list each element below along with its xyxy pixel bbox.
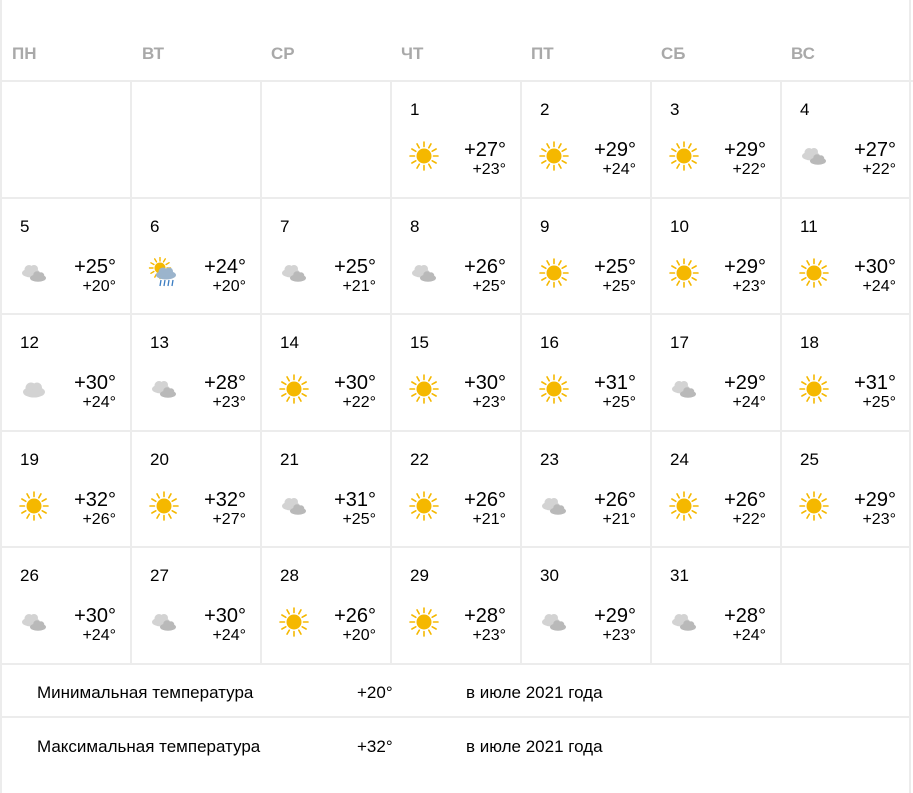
sun-icon	[18, 490, 50, 522]
day-cell	[132, 199, 262, 314]
temp-min: +23°	[472, 627, 506, 645]
week-row	[2, 432, 910, 549]
empty-day-cell	[262, 82, 392, 197]
temp-min: +24°	[862, 277, 896, 295]
summary-max-label: Максимальная температура	[37, 737, 261, 756]
temp-min: +25°	[342, 510, 376, 528]
temp-min: +23°	[862, 510, 896, 528]
empty-day-cell	[132, 82, 262, 197]
temp-max: +30°	[74, 605, 116, 628]
temp-max: +29°	[724, 372, 766, 395]
weekday-sat: СБ	[661, 44, 686, 63]
temp-min: +23°	[602, 627, 636, 645]
summary-max-value: +32°	[357, 737, 393, 756]
temp-max: +27°	[464, 139, 506, 161]
weekday-sun: ВС	[791, 44, 815, 63]
temp-max: +25°	[334, 255, 376, 278]
day-number: 31	[670, 566, 689, 586]
summary-min-period: в июле 2021 года	[466, 683, 603, 702]
temp-min: +21°	[472, 510, 506, 528]
temp-max: +26°	[594, 488, 636, 511]
week-row	[2, 548, 910, 665]
day-cell	[652, 82, 782, 197]
temp-min: +23°	[472, 394, 506, 412]
temp-min: +24°	[212, 627, 246, 645]
cloudy-icon	[668, 606, 700, 638]
day-number: 3	[670, 100, 680, 119]
temp-min: +23°	[212, 394, 246, 412]
day-cell	[392, 548, 522, 663]
temp-max: +29°	[854, 488, 896, 511]
day-number: 12	[20, 333, 39, 353]
day-cell	[522, 199, 652, 314]
sun-icon	[538, 140, 570, 172]
day-number: 6	[150, 216, 160, 236]
temp-max: +28°	[464, 605, 506, 628]
weekday-tue: ВТ	[142, 44, 165, 63]
empty-day-cell	[2, 82, 132, 197]
day-cell	[132, 432, 262, 547]
sun-icon	[798, 373, 830, 405]
day-number: 22	[410, 449, 429, 469]
temp-min: +22°	[732, 510, 766, 528]
temp-max: +30°	[854, 255, 896, 278]
cloudy-icon	[538, 490, 570, 522]
day-cell	[262, 199, 392, 314]
day-number: 18	[800, 333, 819, 353]
day-number: 15	[410, 333, 429, 353]
day-number: 26	[20, 566, 39, 586]
day-cell	[132, 548, 262, 663]
temp-max: +31°	[594, 372, 636, 395]
cloudy-icon	[148, 373, 180, 405]
week-row	[2, 199, 910, 316]
temp-max: +30°	[74, 372, 116, 395]
sun-icon	[538, 257, 570, 289]
sun-icon	[538, 373, 570, 405]
sun-icon	[668, 140, 700, 172]
day-cell	[262, 548, 392, 663]
day-number: 24	[670, 449, 689, 469]
day-number: 28	[280, 566, 299, 586]
temp-min: +24°	[732, 394, 766, 412]
temp-max: +31°	[334, 488, 376, 511]
day-number: 27	[150, 566, 169, 586]
temp-max: +26°	[464, 488, 506, 511]
cloudy-icon	[18, 606, 50, 638]
temp-min: +23°	[732, 277, 766, 295]
sun-icon	[278, 373, 310, 405]
day-cell	[132, 315, 262, 430]
day-number: 5	[20, 216, 30, 236]
temp-min: +24°	[82, 627, 116, 645]
day-cell	[2, 548, 132, 663]
sun-icon	[408, 373, 440, 405]
summary-min-row	[2, 664, 910, 718]
day-number: 2	[540, 100, 550, 119]
day-number: 8	[410, 216, 420, 236]
cloudy-icon	[668, 373, 700, 405]
temp-min: +25°	[602, 394, 636, 412]
day-cell	[2, 315, 132, 430]
day-number: 11	[800, 216, 818, 236]
day-cell	[2, 432, 132, 547]
temp-min: +20°	[342, 627, 376, 645]
day-number: 30	[540, 566, 559, 586]
day-number: 16	[540, 333, 559, 353]
temp-max: +29°	[724, 255, 766, 278]
temp-max: +29°	[724, 139, 766, 161]
summary-max-period: в июле 2021 года	[466, 737, 603, 756]
sun-icon	[408, 140, 440, 172]
temp-min: +22°	[862, 161, 896, 178]
summary-min-value: +20°	[357, 683, 393, 702]
sun-icon	[668, 257, 700, 289]
cloud-icon	[18, 373, 50, 405]
temp-max: +26°	[334, 605, 376, 628]
temp-max: +28°	[724, 605, 766, 628]
day-number: 10	[670, 216, 689, 236]
temp-max: +30°	[464, 372, 506, 395]
day-cell	[652, 432, 782, 547]
sun-icon	[798, 257, 830, 289]
sun-icon	[668, 490, 700, 522]
cloudy-icon	[148, 606, 180, 638]
day-cell	[782, 199, 910, 314]
sun-icon	[278, 606, 310, 638]
day-cell	[652, 548, 782, 663]
temp-min: +26°	[82, 510, 116, 528]
day-number: 29	[410, 566, 429, 586]
temp-min: +20°	[82, 277, 116, 295]
day-cell	[652, 199, 782, 314]
temp-min: +24°	[82, 394, 116, 412]
temp-min: +27°	[212, 510, 246, 528]
day-number: 4	[800, 100, 810, 119]
temp-min: +23°	[472, 161, 506, 178]
temp-max: +27°	[854, 139, 896, 161]
day-cell	[522, 315, 652, 430]
weekday-thu: ЧТ	[401, 44, 424, 63]
cloudy-icon	[278, 490, 310, 522]
day-cell	[782, 432, 910, 547]
day-cell	[392, 315, 522, 430]
day-cell	[522, 82, 652, 197]
empty-day-cell	[782, 548, 910, 663]
day-number: 21	[280, 449, 299, 469]
weekday-mon: ПН	[12, 44, 37, 63]
cloudy-icon	[538, 606, 570, 638]
day-cell	[522, 548, 652, 663]
temp-min: +24°	[602, 161, 636, 178]
temp-max: +26°	[464, 255, 506, 278]
day-cell	[522, 432, 652, 547]
temp-min: +22°	[342, 394, 376, 412]
week-row	[2, 315, 910, 432]
temp-max: +29°	[594, 139, 636, 161]
day-cell	[262, 315, 392, 430]
day-number: 13	[150, 333, 169, 353]
day-number: 14	[280, 333, 299, 353]
temp-min: +21°	[342, 277, 376, 295]
day-cell	[2, 199, 132, 314]
day-cell	[782, 315, 910, 430]
temp-max: +32°	[204, 488, 246, 511]
day-cell	[652, 315, 782, 430]
sun-icon	[408, 606, 440, 638]
temp-max: +24°	[204, 255, 246, 278]
temp-min: +25°	[862, 394, 896, 412]
weekday-wed: СР	[271, 44, 295, 63]
temp-max: +30°	[204, 605, 246, 628]
weekday-fri: ПТ	[531, 44, 554, 63]
cloudy-icon	[798, 140, 830, 172]
temp-min: +25°	[602, 277, 636, 295]
day-number: 19	[20, 449, 39, 469]
temp-max: +29°	[594, 605, 636, 628]
sun-rain-icon	[148, 257, 180, 289]
day-cell	[262, 432, 392, 547]
calendar-grid	[2, 82, 910, 665]
cloudy-icon	[18, 257, 50, 289]
day-number: 23	[540, 449, 559, 469]
temp-min: +20°	[212, 277, 246, 295]
temp-max: +30°	[334, 372, 376, 395]
summary-max-row	[2, 718, 910, 772]
sun-icon	[408, 490, 440, 522]
summary-min-label: Минимальная температура	[37, 683, 254, 702]
cloudy-icon	[278, 257, 310, 289]
temp-max: +32°	[74, 488, 116, 511]
temp-min: +22°	[732, 161, 766, 178]
temp-max: +31°	[854, 372, 896, 395]
cloudy-icon	[408, 257, 440, 289]
temp-min: +25°	[472, 277, 506, 295]
weekday-header	[0, 0, 913, 82]
sun-icon	[798, 490, 830, 522]
day-cell	[392, 432, 522, 547]
day-number: 17	[670, 333, 689, 353]
temp-min: +21°	[602, 510, 636, 528]
day-number: 20	[150, 449, 169, 469]
day-number: 9	[540, 216, 550, 236]
day-cell	[782, 82, 910, 197]
week-row	[2, 82, 910, 199]
temp-max: +28°	[204, 372, 246, 395]
temp-max: +26°	[724, 488, 766, 511]
day-number: 25	[800, 449, 819, 469]
day-number: 7	[280, 216, 290, 236]
day-number: 1	[410, 100, 420, 119]
day-cell	[392, 82, 522, 197]
day-cell	[392, 199, 522, 314]
temp-min: +24°	[732, 627, 766, 645]
sun-icon	[148, 490, 180, 522]
temp-max: +25°	[74, 255, 116, 278]
temp-max: +25°	[594, 255, 636, 278]
